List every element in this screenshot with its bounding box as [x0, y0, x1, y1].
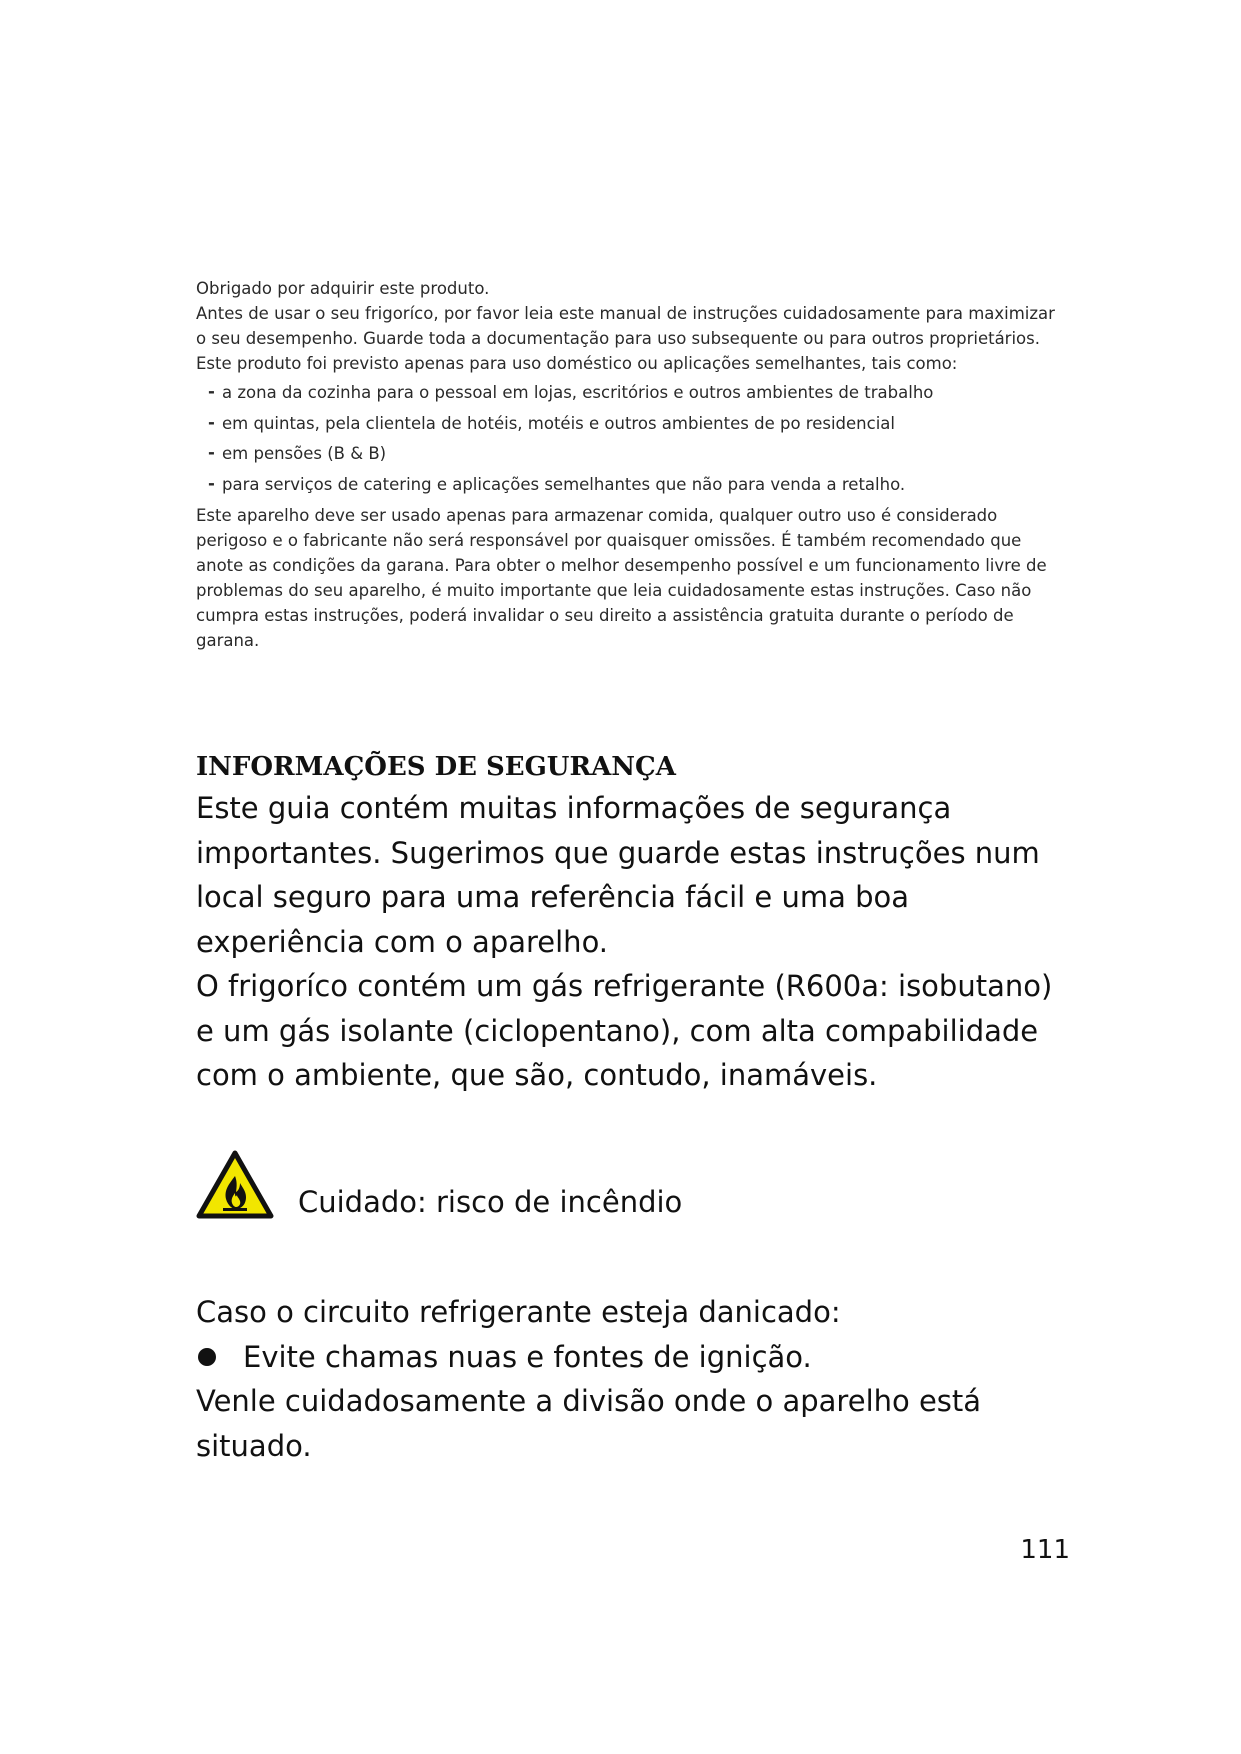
safety-heading: INFORMAÇÕES DE SEGURANÇA	[196, 752, 676, 782]
bullet-item	[196, 1335, 1076, 1380]
refrigerant-gas-paragraph: O frigoríco contém um gás refrigerante (R600a: isobutano) e um gás isolante (ciclopentano), com alta compabilidade com o ambiente, que são, contudo, inamáveis.	[196, 969, 1053, 1092]
list-item: - em quintas, pela clientela de hotéis, motéis e outros ambientes de po residencial	[208, 409, 1056, 440]
intro-section	[196, 276, 1056, 653]
fire-warning	[196, 1150, 896, 1230]
bullet-dot	[198, 1348, 216, 1366]
damaged-circuit-section	[196, 1290, 1076, 1468]
flammable-warning-icon	[196, 1150, 274, 1220]
safety-guide-paragraph: Este guia contém muitas informações de segurança importantes. Sugerimos que guarde estas instruções num local seguro para uma referência fácil e uma boa experiência com o aparelho.	[196, 791, 1040, 959]
fire-warning-text: Cuidado: risco de incêndio	[298, 1185, 683, 1219]
ventilate-paragraph: Venle cuidadosamente a divisão onde o aparelho está situado.	[196, 1384, 982, 1463]
thanks-line: Obrigado por adquirir este produto.	[196, 279, 490, 298]
intended-uses-list	[208, 378, 1056, 500]
list-item: - para serviços de catering e aplicações semelhantes que não para venda a retalho.	[208, 470, 1056, 501]
safety-section	[196, 748, 1076, 1098]
list-item: - em pensões (B & B)	[208, 439, 1056, 470]
damaged-circuit-intro: Caso o circuito refrigerante esteja danicado:	[196, 1295, 841, 1329]
page-number: 111	[1020, 1535, 1070, 1565]
bullet-text: Evite chamas nuas e fontes de ignição.	[243, 1339, 812, 1374]
list-item: - a zona da cozinha para o pessoal em lojas, escritórios e outros ambientes de trabalho	[208, 378, 1056, 409]
intro-paragraph: Antes de usar o seu frigoríco, por favor leia este manual de instruções cuidadosamente para maximizar o seu desempenho. Guarde toda a documentação para uso subsequente ou para outros proprietários. Este produto foi previsto apenas para uso doméstico ou aplicações semelhantes, tais como:	[196, 304, 1055, 373]
warranty-paragraph: Este aparelho deve ser usado apenas para armazenar comida, qualquer outro uso é considerado perigoso e o fabricante não será responsável por quaisquer omissões. É também recomendado que anote as condições da garana. Para obter o melhor desempenho possível e um funcionamento livre de problemas do seu aparelho, é muito importante que leia cuidadosamente estas instruções. Caso não cumpra estas instruções, poderá invalidar o seu direito a assistência gratuita durante o período de garana.	[196, 506, 1047, 650]
